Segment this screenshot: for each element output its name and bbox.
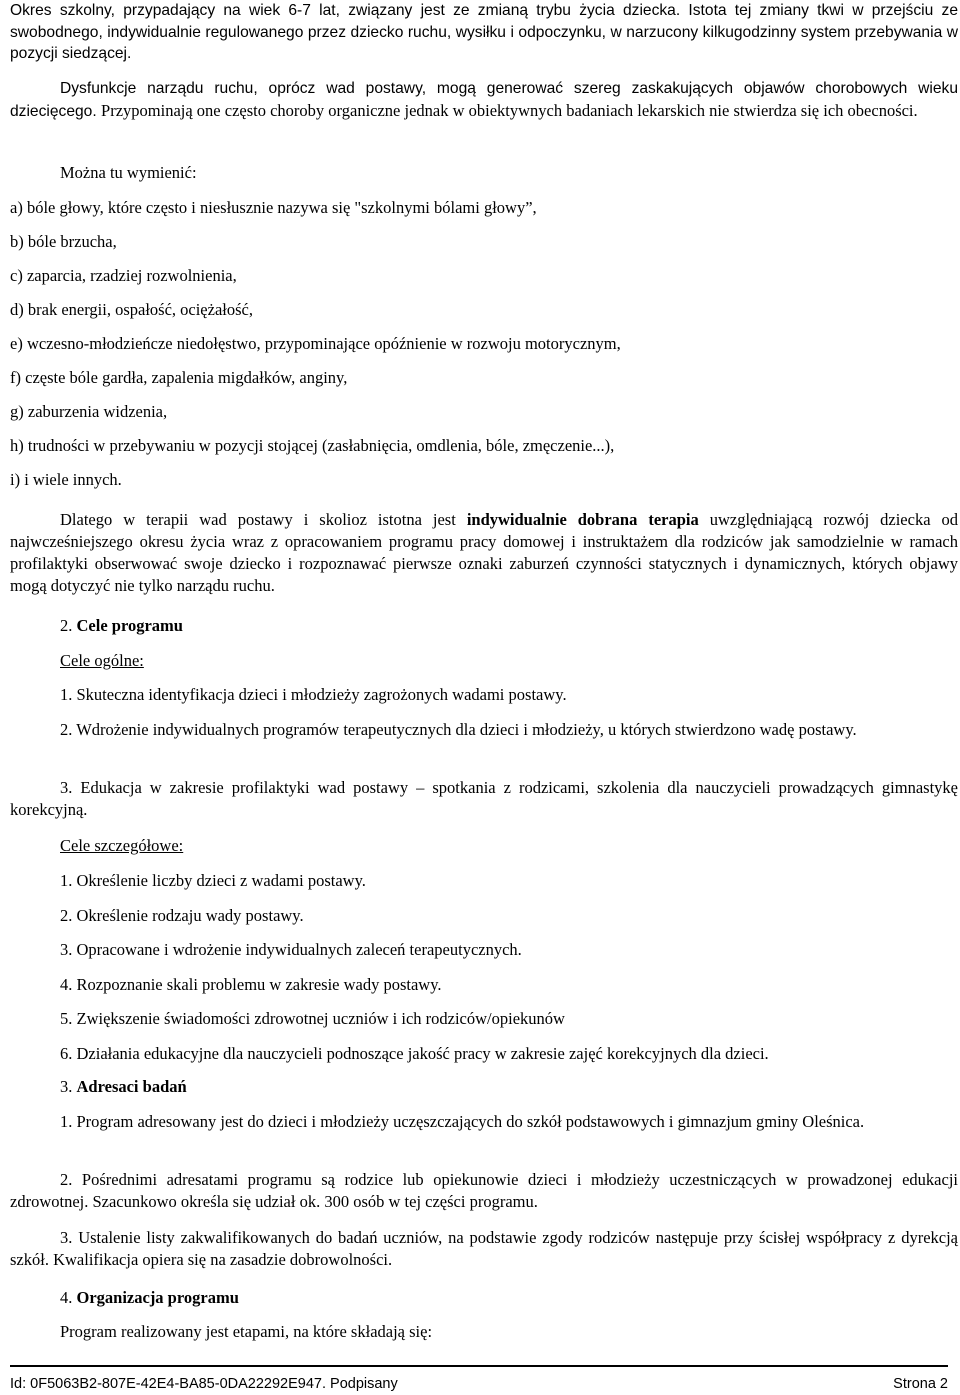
specific-goal-item: 5. Zwiększenie świadomości zdrowotnej uczniów i ich rodziców/opiekunów xyxy=(60,1009,565,1029)
specific-goals-list xyxy=(60,870,958,1065)
section-2-title: Cele programu xyxy=(76,616,183,635)
intro-paragraph-1: Okres szkolny, przypadający na wiek 6-7 lat, związany jest ze zmianą trybu życia dziecka. Istota tej zmiany tkwi w przejściu ze swobodnego, indywidualnie regulowanego przez dziecko ruchu, wysiłku i odpoczynku, w narzucony kilkugodzinny system przebywania w pozycji siedzącej. xyxy=(10,2,958,62)
symptom-item: d) brak energii, ospałość, ociężałość, xyxy=(10,300,253,319)
symptom-item: g) zaburzenia widzenia, xyxy=(10,402,168,421)
specific-goal-item: 3. Opracowane i wdrożenie indywidualnych zaleceń terapeutycznych. xyxy=(60,940,522,960)
section-2-number: 2. xyxy=(60,616,73,635)
symptom-item: e) wczesno-młodzieńcze niedołęstwo, przypominające opóźnienie w rozwoju motorycznym, xyxy=(10,334,621,353)
symptom-item: c) zaparcia, rzadziej rozwolnienia, xyxy=(10,266,237,285)
recipients-item: 3. Ustalenie listy zakwalifikowanych do badań uczniów, na podstawie zgody rodziców następuje przy ścisłej współpracy z dyrekcją szkół. Kwalifikacja opiera się na zasadzie dobrowolności. xyxy=(10,1228,958,1269)
symptom-item: i) i wiele innych. xyxy=(10,470,122,489)
section-3-number: 3. xyxy=(60,1077,73,1096)
section-3-title: Adresaci badań xyxy=(76,1077,187,1096)
symptom-list xyxy=(10,197,958,491)
section-4-text: Program realizowany jest etapami, na które składają się: xyxy=(60,1322,433,1341)
therapy-text-bold: indywidualnie dobrana terapia xyxy=(466,510,699,529)
recipients-item: 1. Program adresowany jest do dzieci i młodzieży uczęszczających do szkół podstawowych i gimnazjum gminy Oleśnica. xyxy=(60,1112,865,1131)
general-goal-item: 2. Wdrożenie indywidualnych programów terapeutycznych dla dzieci i młodzieży, u których stwierdzono wadę postawy. xyxy=(60,720,857,739)
specific-goal-item: 6. Działania edukacyjne dla nauczycieli podnoszące jakość pracy w zakresie zajęć korekcyjnych dla dzieci. xyxy=(60,1043,769,1063)
specific-goal-item: 2. Określenie rodzaju wady postawy. xyxy=(60,905,304,925)
general-goals-label: Cele ogólne: xyxy=(60,651,144,670)
section-2-heading xyxy=(60,615,183,637)
section-4-title: Organizacja programu xyxy=(76,1288,239,1307)
page-number: Strona 2 xyxy=(893,1376,948,1392)
general-goal-item: 1. Skuteczna identyfikacja dzieci i młodzieży zagrożonych wadami postawy. xyxy=(60,685,567,704)
intro-paragraph-3: Można tu wymienić: xyxy=(60,163,197,182)
section-4-heading xyxy=(60,1287,239,1309)
section-4-number: 4. xyxy=(60,1288,73,1307)
therapy-paragraph xyxy=(10,509,958,597)
page-footer xyxy=(10,1365,948,1393)
intro-paragraph-2-b: Przypominają one często choroby organiczne jednak w obiektywnych badaniach lekarskich nie stwierdza się ich obecności. xyxy=(101,100,918,120)
section-3-heading xyxy=(60,1076,187,1098)
specific-goals-label: Cele szczegółowe: xyxy=(60,836,184,855)
symptom-item: b) bóle brzucha, xyxy=(10,232,117,251)
intro-paragraph-2 xyxy=(10,78,958,122)
symptom-item: f) częste bóle gardła, zapalenia migdałków, anginy, xyxy=(10,368,348,387)
general-goal-item: 3. Edukacja w zakresie profilaktyki wad postawy – spotkania z rodzicami, szkolenia dla nauczycieli prowadzących gimnastykę korekcyjną. xyxy=(10,778,958,819)
therapy-text-before: Dlatego w terapii wad postawy i skolioz istotna jest xyxy=(60,510,467,529)
specific-goal-item: 4. Rozpoznanie skali problemu w zakresie wady postawy. xyxy=(60,974,442,994)
therapy-text-after: uwzględniającą rozwój dziecka od najwcześniejszego okresu życia wraz z opracowaniem programu pracy domowej i instruktażem dla rodziców jak samodzielnie w ramach profilaktyki obserwować swoje dziecko i rozpoznawać pierwsze oznaki zaburzeń czynności statycznych i dynamicznych, których objawy mogą dotyczyć nie tylko narządu ruchu. xyxy=(10,510,958,595)
document-id: Id: 0F5063B2-807E-42E4-BA85-0DA22292E947. Podpisany xyxy=(10,1376,398,1392)
symptom-item: h) trudności w przebywaniu w pozycji stojącej (zasłabnięcia, omdlenia, bóle, zmęczenie...), xyxy=(10,436,615,455)
recipients-item: 2. Pośrednimi adresatami programu są rodzice lub opiekunowie dzieci i młodzieży uczestniczących w prowadzonej edukacji zdrowotnej. Szacunkowo określa się udział ok. 300 osób w tej części programu. xyxy=(10,1170,958,1211)
symptom-item: a) bóle głowy, które często i niesłusznie nazywa się "szkolnymi bólami głowy”, xyxy=(10,198,537,217)
intro-paragraph-2-a: Dysfunkcje narządu ruchu, oprócz wad postawy, mogą generować szereg zaskakujących objawów chorobowych wieku dziecięcego. xyxy=(10,80,958,120)
specific-goal-item: 1. Określenie liczby dzieci z wadami postawy. xyxy=(60,871,366,890)
